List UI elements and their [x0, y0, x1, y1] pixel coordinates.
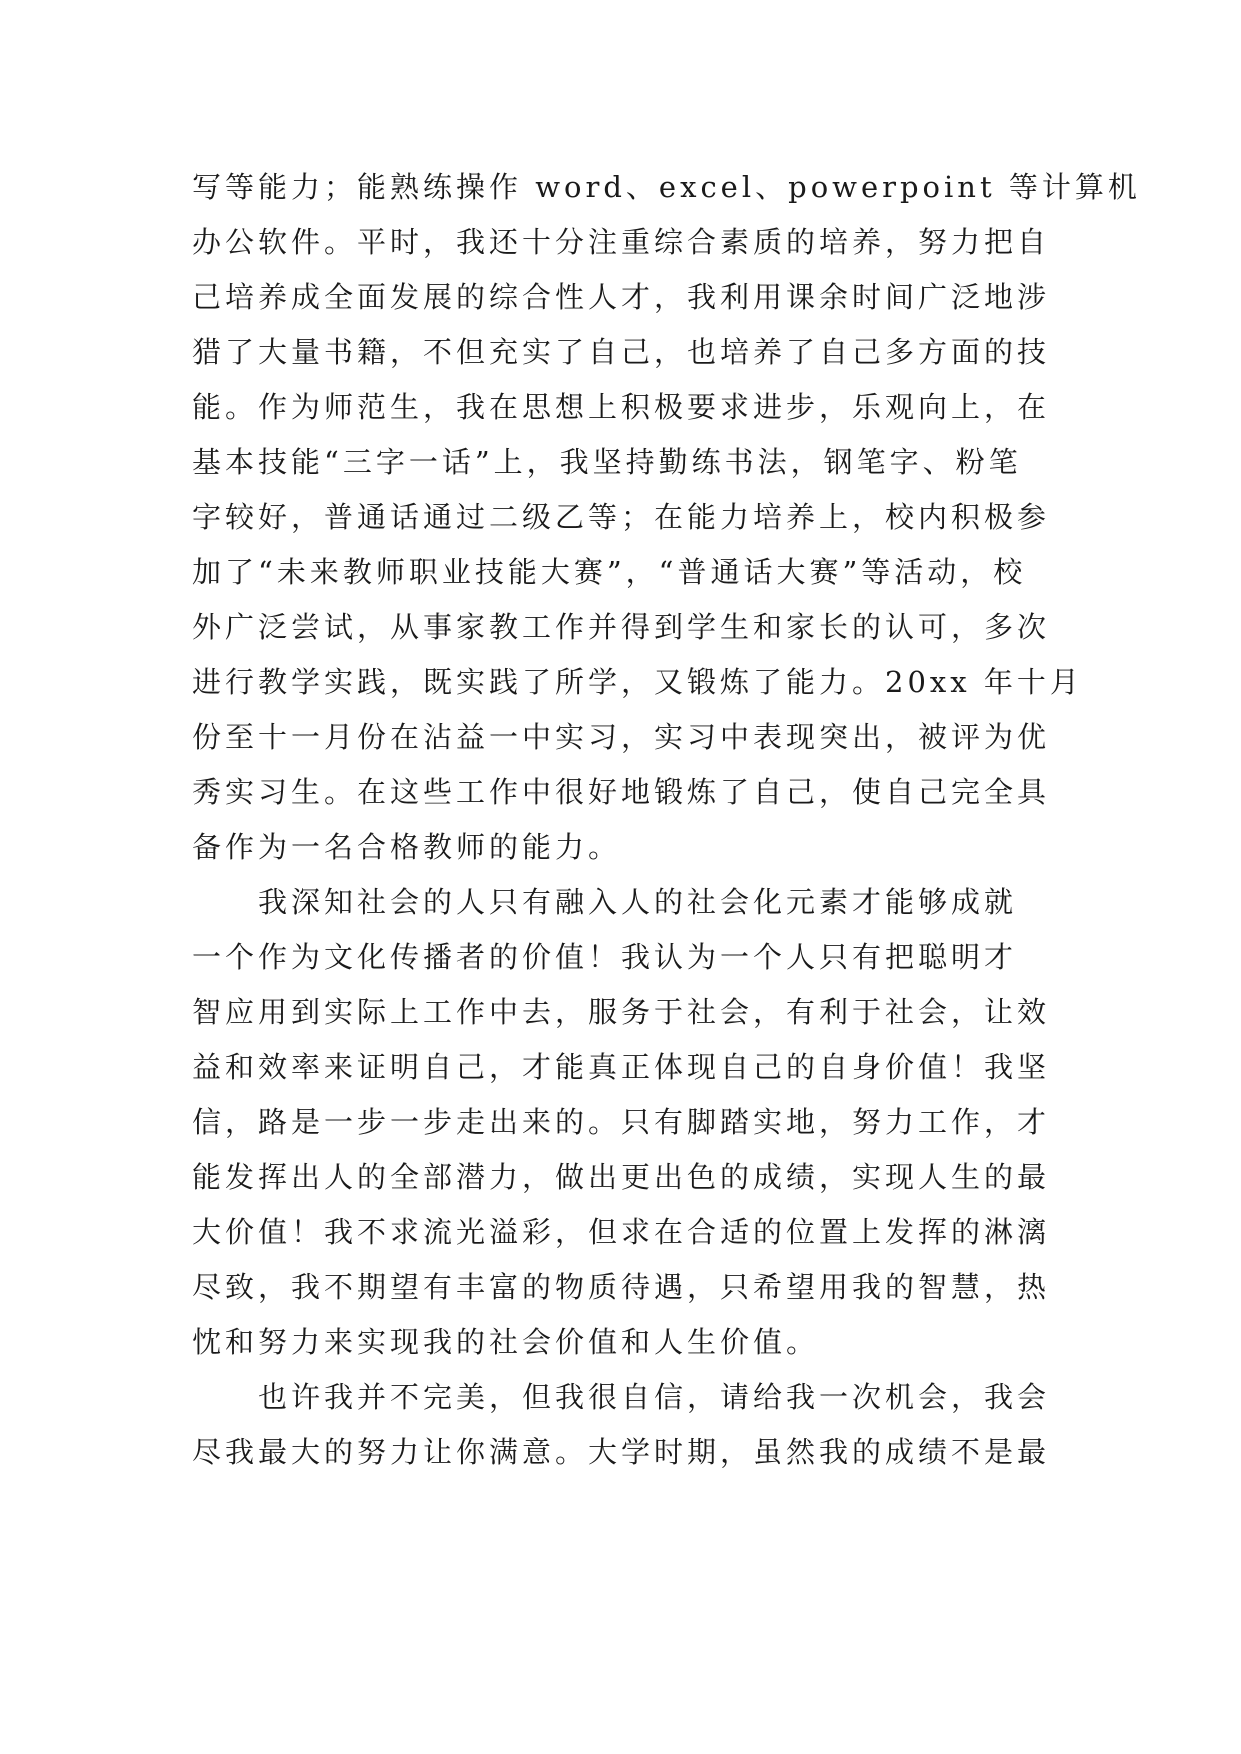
- text-line: 信，路是一步一步走出来的。只有脚踏实地，努力工作，才: [192, 1105, 1051, 1139]
- text-line: 加了“未来教师职业技能大赛”，“普通话大赛”等活动，校: [192, 555, 1027, 589]
- text-line: 写等能力；能熟练操作 word、excel、powerpoint 等计算机: [192, 170, 1141, 204]
- paragraph-closing: [192, 1370, 1052, 1480]
- text-line: 办公软件。平时，我还十分注重综合素质的培养，努力把自: [192, 225, 1051, 259]
- text-line: 一个作为文化传播者的价值！我认为一个人只有把聪明才: [192, 940, 1018, 974]
- text-line: 秀实习生。在这些工作中很好地锻炼了自己，使自己完全具: [192, 775, 1051, 809]
- text-line: 我深知社会的人只有融入人的社会化元素才能够成就: [258, 885, 1018, 919]
- text-line: 益和效率来证明自己，才能真正体现自己的自身价值！我坚: [192, 1050, 1051, 1084]
- text-line: 进行教学实践，既实践了所学，又锻炼了能力。20xx 年十月: [192, 665, 1083, 699]
- paragraph-values: [192, 875, 1052, 1370]
- text-line: 智应用到实际上工作中去，服务于社会，有利于社会，让效: [192, 995, 1051, 1029]
- paragraph-skills: [192, 160, 1141, 875]
- text-line: 己培养成全面发展的综合性人才，我利用课余时间广泛地涉: [192, 280, 1051, 314]
- text-line: 备作为一名合格教师的能力。: [192, 830, 622, 864]
- text-line: 大价值！我不求流光溢彩，但求在合适的位置上发挥的淋漓: [192, 1215, 1051, 1249]
- text-line: 忱和努力来实现我的社会价值和人生价值。: [192, 1325, 820, 1359]
- text-line: 猎了大量书籍，不但充实了自己，也培养了自己多方面的技: [192, 335, 1051, 369]
- text-line: 也许我并不完美，但我很自信，请给我一次机会，我会: [258, 1380, 1051, 1414]
- text-line: 尽我最大的努力让你满意。大学时期，虽然我的成绩不是最: [192, 1435, 1051, 1469]
- text-line: 能。作为师范生，我在思想上积极要求进步，乐观向上，在: [192, 390, 1051, 424]
- text-line: 能发挥出人的全部潜力，做出更出色的成绩，实现人生的最: [192, 1160, 1051, 1194]
- text-line: 基本技能“三字一话”上，我坚持勤练书法，钢笔字、粉笔: [192, 445, 1022, 479]
- text-line: 外广泛尝试，从事家教工作并得到学生和家长的认可，多次: [192, 610, 1051, 644]
- text-line: 尽致，我不期望有丰富的物质待遇，只希望用我的智慧，热: [192, 1270, 1051, 1304]
- document-body: [192, 160, 1141, 1480]
- text-line: 字较好，普通话通过二级乙等；在能力培养上，校内积极参: [192, 500, 1051, 534]
- text-line: 份至十一月份在沾益一中实习，实习中表现突出，被评为优: [192, 720, 1051, 754]
